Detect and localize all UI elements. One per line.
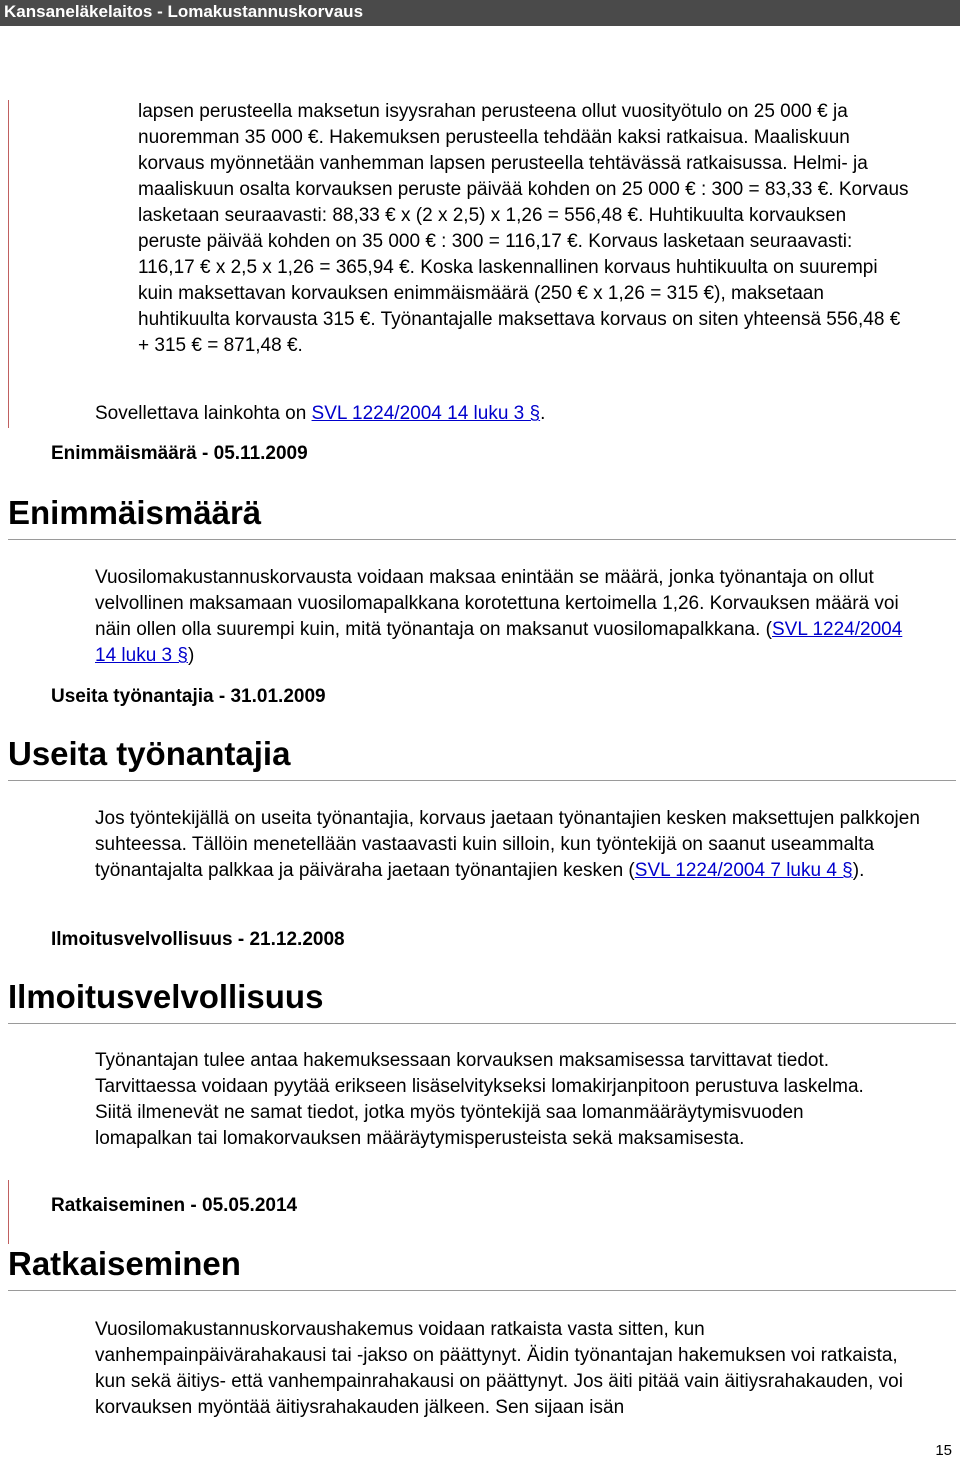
section-text-suffix: ). [852,860,865,881]
section-text: Vuosilomakustannuskorvausta voidaan maksaa enintään se määrä, jonka työnantaja on ollut velvollinen maksamaan vuosilomapalkkana korotettuna kertoimella 1,26. Korvauksen määrä voi näin ollen olla suurempi kuin, mitä työnantaja on maksanut vuosilomapalkkana. ( [95,567,899,640]
section-paragraph: Vuosilomakustannuskorvaushakemus voidaan ratkaista vasta sitten, kun vanhempainpäivärahakausi tai -jakso on päättynyt. Äidin työnantajan hakemuksen voi ratkaista, kun sekä äitiys- että vanhempainrahakausi on päättynyt. Jos äiti pitää vain äitiysrahakauden, voi korvauksen myöntää äitiysrahakauden jälkeen. Sen sijaan isän [95,1319,903,1418]
law-reference-prefix: Sovellettava lainkohta on [95,403,312,424]
section-law-link[interactable]: SVL 1224/2004 14 luku 3 § [95,619,903,666]
section-heading: Useita työnantajia [8,734,956,781]
section-subheading: Ilmoitusvelvollisuus - 21.12.2008 [51,929,345,950]
law-reference-paragraph [95,401,915,427]
page-number: 15 [935,1442,952,1459]
section-heading: Enimmäismäärä [8,493,956,540]
section-paragraph [95,806,953,884]
margin-rule [8,1180,9,1244]
section-heading: Ratkaiseminen [8,1244,956,1291]
section-text: Jos työntekijällä on useita työnantajia, korvaus jaetaan työnantajien kesken maksettujen palkkojen suhteessa. Tällöin menetellään vastaavasti kuin silloin, kun työntekijä on saanut useammalta työnantajalta palkkaa ja päiväraha jaetaan työnantajien kesken ( [95,808,920,881]
section-subheading: Ratkaiseminen - 05.05.2014 [51,1195,298,1216]
margin-rule [8,100,9,428]
section-paragraph: Työnantajan tulee antaa hakemuksessaan korvauksen maksamisessa tarvittavat tiedot. Tarvittaessa voidaan pyytää erikseen lisäselvitykseksi lomakirjanpitoon perustuva laskelma. Siitä ilmenevät ne samat tiedot, jotka myös työntekijä saa lomanmääräytymisvuoden lomapalkan tai lomakorvauksen määräytymisperusteista sekä maksamisesta. [95,1050,864,1149]
section-text-suffix: ) [187,645,195,666]
section-law-link[interactable]: SVL 1224/2004 7 luku 4 § [634,860,853,881]
section-subheading: Useita työnantajia - 31.01.2009 [51,686,326,707]
law-reference-suffix: . [540,403,546,424]
section-heading: Ilmoitusvelvollisuus [8,977,956,1024]
page-header-title: Kansaneläkelaitos - Lomakustannuskorvaus [0,0,960,26]
section-paragraph [95,565,925,669]
section-subheading: Enimmäismäärä - 05.11.2009 [51,443,308,464]
example-paragraph: lapsen perusteella maksetun isyysrahan perusteena ollut vuosityötulo on 25 000 € ja nuoremman 35 000 €. Hakemuksen perusteella tehdään kaksi ratkaisua. Maaliskuun korvaus myönnetään vanhemman lapsen perusteella tehtävässä ratkaisussa. Helmi- ja maaliskuun osalta korvauksen peruste päivää kohden on 25 000 € : 300 = 83,33 €. Korvaus lasketaan seuraavasti: 88,33 € x (2 x 2,5) x 1,26 = 556,48 €. Huhtikuulta korvauksen peruste päivää kohden on 35 000 € : 300 = 116,17 €. Korvaus lasketaan seuraavasti: 116,17 € x 2,5 x 1,26 = 365,94 €. Koska laskennallinen korvaus huhtikuulta on suurempi kuin maksettavan korvauksen enimmäismäärä (250 € x 1,26 = 315 €), maksetaan huhtikuulta korvausta 315 €. Työnantajalle maksettava korvaus on siten yhteensä 556,48 € + 315 € = 871,48 €. [138,101,909,356]
law-reference-link[interactable]: SVL 1224/2004 14 luku 3 § [311,403,541,424]
